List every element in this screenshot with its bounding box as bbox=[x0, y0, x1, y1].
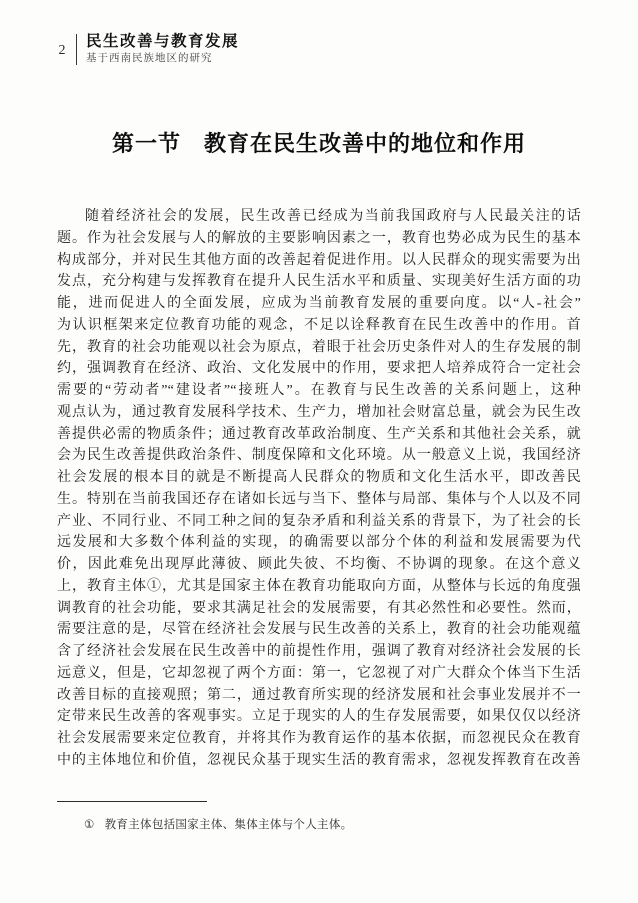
body-text-line: 改善目标的直接观照；第二，通过教育所实现的经济发展和社会事业发展并不一 bbox=[57, 687, 581, 703]
footnote-divider bbox=[57, 801, 207, 802]
body-text-line: 远发展和大多数个体利益的实现，的确需要以部分个体的利益和发展需要为代 bbox=[57, 535, 581, 551]
body-text-line: 约，强调教育在经济、政治、文化发展中的作用，要求把人培养成符合一定社会 bbox=[57, 361, 581, 377]
book-subtitle: 基于西南民族地区的研究 bbox=[86, 53, 213, 64]
page-header bbox=[50, 33, 239, 66]
body-text-line: 调教育的社会功能，要求其满足社会的发展需要，有其必然性和必要性。然而， bbox=[57, 600, 581, 616]
body-text-line: 构成部分，并对民生其他方面的改善起着促进作用。以人民群众的现实需要为出 bbox=[57, 252, 581, 268]
body-text-line: 社会发展需要来定位教育，并将其作为教育运作的基本依据，而忽视民众在教育 bbox=[57, 731, 581, 746]
body-text-line: 随着经济社会的发展，民生改善已经成为当前我国政府与人民最关注的话 bbox=[85, 209, 581, 224]
book-title: 民生改善与教育发展 bbox=[86, 33, 240, 50]
body-text bbox=[57, 206, 581, 772]
body-text-line: 上，教育主体①，尤其是国家主体在教育功能取向方面，从整体与长远的角度强 bbox=[57, 578, 581, 594]
body-text-line: 社会发展的根本目的就是不断提高人民群众的物质和文化生活水平，即改善民 bbox=[57, 470, 581, 485]
footnote-marker: ① bbox=[84, 819, 95, 831]
body-text-line: 需要的“劳动者”“建设者”“接班人”。在教育与民生改善的关系问题上，这种 bbox=[57, 383, 581, 398]
body-text-line: 含了经济社会发展在民生改善中的前提性作用，强调了教育对经济社会发展的长 bbox=[57, 644, 581, 659]
body-text-line: 观点认为，通过教育发展科学技术、生产力，增加社会财富总量，就会为民生改 bbox=[57, 404, 581, 420]
header-divider bbox=[76, 34, 77, 65]
body-text-line: 生。特别在当前我国还存在诸如长远与当下、整体与局部、集体与个人以及不同 bbox=[57, 491, 581, 507]
header-title-block bbox=[86, 33, 239, 66]
body-text-line: 为认识框架来定位教育功能的观念，不足以诠释教育在民生改善中的作用。首 bbox=[57, 317, 581, 333]
body-text-line: 发点，充分构建与发挥教育在提升人民生活水平和质量、实现美好生活方面的功 bbox=[57, 274, 581, 290]
section-title: 第一节 教育在民生改善中的地位和作用 bbox=[111, 131, 526, 156]
body-text-line: 产业、不同行业、不同工种之间的复杂矛盾和利益关系的背景下，为了社会的长 bbox=[57, 513, 581, 529]
body-text-line: 价，因此难免出现厚此薄彼、顾此失彼、不均衡、不协调的现象。在这个意义 bbox=[57, 557, 581, 572]
body-text-line: 中的主体地位和价值，忽视民众基于现实生活的教育需求，忽视发挥教育在改善 bbox=[57, 752, 581, 768]
body-text-line: 会为民生改善提供政治条件、制度保障和文化环境。从一般意义上说，我国经济 bbox=[57, 448, 581, 464]
footnote bbox=[84, 816, 584, 832]
footnote-text: 教育主体包括国家主体、集体主体与个人主体。 bbox=[104, 819, 353, 831]
body-text-line: 远意义，但是，它却忽视了两个方面：第一，它忽视了对广大群众个体当下生活 bbox=[57, 665, 581, 681]
page-number: 2 bbox=[58, 42, 66, 58]
body-text-line: 需要注意的是，尽管在经济社会发展与民生改善的关系上，教育的社会功能观蕴 bbox=[57, 622, 581, 638]
body-text-line: 先，教育的社会功能观以社会为原点，着眼于社会历史条件对人的生存发展的制 bbox=[57, 339, 581, 355]
body-text-line: 定带来民生改善的客观事实。立足于现实的人的生存发展需要，如果仅仅以经济 bbox=[57, 709, 581, 725]
body-text-line: 能，进而促进人的全面发展，应成为当前教育发展的重要向度。以“人-社会” bbox=[57, 296, 581, 311]
body-text-line: 题。作为社会发展与人的解放的主要影响因素之一，教育也势必成为民生的基本 bbox=[57, 230, 581, 246]
body-text-line: 善提供必需的物质条件；通过教育改革政治制度、生产关系和其他社会关系，就 bbox=[57, 426, 581, 442]
